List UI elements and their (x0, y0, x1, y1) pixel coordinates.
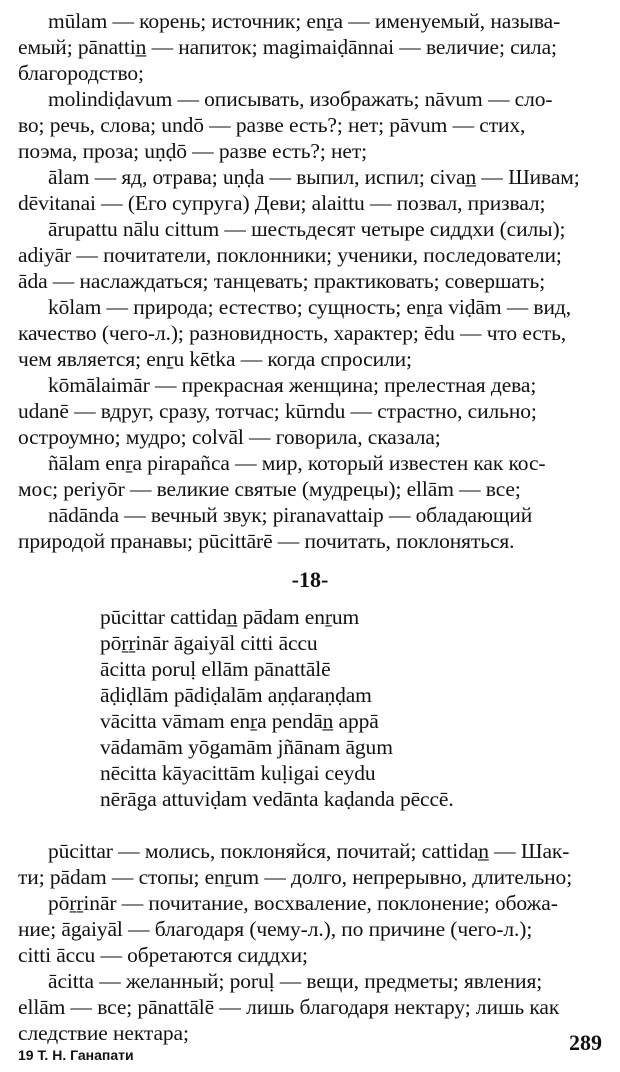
verse-line: nēcitta kāyacittām kuḷigai ceydu (100, 761, 376, 785)
text-line: āda — наслаждаться; танцевать; практиковать; совершать; (18, 269, 546, 293)
page-number: 289 (569, 1030, 602, 1055)
text-line: ālam — яд, отрава; uṇḍa — выпил, испил; civan̲ — Шивам; (48, 165, 580, 189)
verse-line: ācitta poruḷ ellām pānattālē (100, 657, 331, 681)
printer-signature: 19 Т. Н. Ганапати (18, 1047, 134, 1063)
text-line: остроумно; мудро; colvāl — говорила, сказала; (18, 425, 441, 449)
text-line: molindiḍavum — описывать, изображать; nāvum — сло- (48, 87, 553, 111)
text-line: dēvitanai — (Его супруга) Деви; alaittu — позвал, призвал; (18, 191, 546, 215)
text-line: поэма, проза; uṇḍō — разве есть?; нет; (18, 139, 368, 163)
verse-line: āḍiḍlām pādiḍalām aṇḍaraṇḍam (100, 683, 372, 707)
text-line: благородство; (18, 61, 144, 85)
text-line: следствие нектара; (18, 1021, 189, 1045)
text-line: мос; periyōr — великие святые (мудрецы); ellām — все; (18, 477, 521, 501)
text-line: kōmālaimār — прекрасная женщина; прелестная дева; (48, 373, 537, 397)
verse-line: vācitta vāmam enṟa pendān̲ appā (100, 709, 379, 733)
text-line: качество (чего-л.); разновидность, характер; ēdu — что есть, (18, 321, 567, 345)
text-line: ellām — все; pānattālē — лишь благодаря нектару; лишь как (18, 995, 560, 1019)
text-line: ние; āgaiyāl — благодаря (чему-л.), по причине (чего-л.); (18, 917, 533, 941)
text-line: ārupattu nālu cittum — шестьдесят четыре сиддхи (силы); (48, 217, 566, 241)
text-line: nādānda — вечный звук; piranavattaip — обладающий (48, 503, 533, 527)
verse-line: vādamām yōgamām jñānam āgum (100, 735, 393, 759)
text-line: природой пранавы; pūcittārē — почитать, поклоняться. (18, 529, 515, 553)
verse-line: pūcittar cattidan̲ pādam enṟum (100, 605, 360, 629)
text-line: чем является; enṟu kētka — когда спросили; (18, 347, 412, 371)
verse-line: nērāga attuviḍam vedānta kaḍanda pēccē. (100, 787, 454, 811)
text-line: ñālam enṟa pirapañca — мир, который известен как кос- (48, 451, 546, 475)
text-line: kōlam — природа; естество; сущность; enṟa viḍām — вид, (48, 295, 571, 319)
text-line: adiyār — почитатели, поклонники; ученики, последователи; (18, 243, 562, 267)
section-heading: -18- (291, 567, 329, 592)
text-line: citti āccu — обретаются сиддхи; (18, 943, 308, 967)
text-line: ācitta — желанный; poruḷ — вещи, предметы; явления; (48, 969, 543, 993)
verse-line: pōṟṟinār āgaiyāl citti āccu (100, 631, 318, 655)
text-line: во; речь, слова; undō — разве есть?; нет; pāvum — стих, (18, 113, 526, 137)
text-line: ти; pādam — стопы; enṟum — долго, непрерывно, длительно; (18, 865, 573, 889)
text-line: pūcittar — молись, поклоняйся, почитай; cattidan̲ — Шак- (48, 839, 570, 863)
text-line: емый; pānattin̲ — напиток; magimaiḍānnai — величие; сила; (18, 35, 557, 59)
text-line: udanē — вдруг, сразу, тотчас; kūrndu — страстно, сильно; (18, 399, 537, 423)
text-line: pōṟṟinār — почитание, восхваление, поклонение; обожа- (48, 891, 558, 915)
text-line: mūlam — корень; источник; enṟa — именуемый, называ- (48, 9, 561, 33)
